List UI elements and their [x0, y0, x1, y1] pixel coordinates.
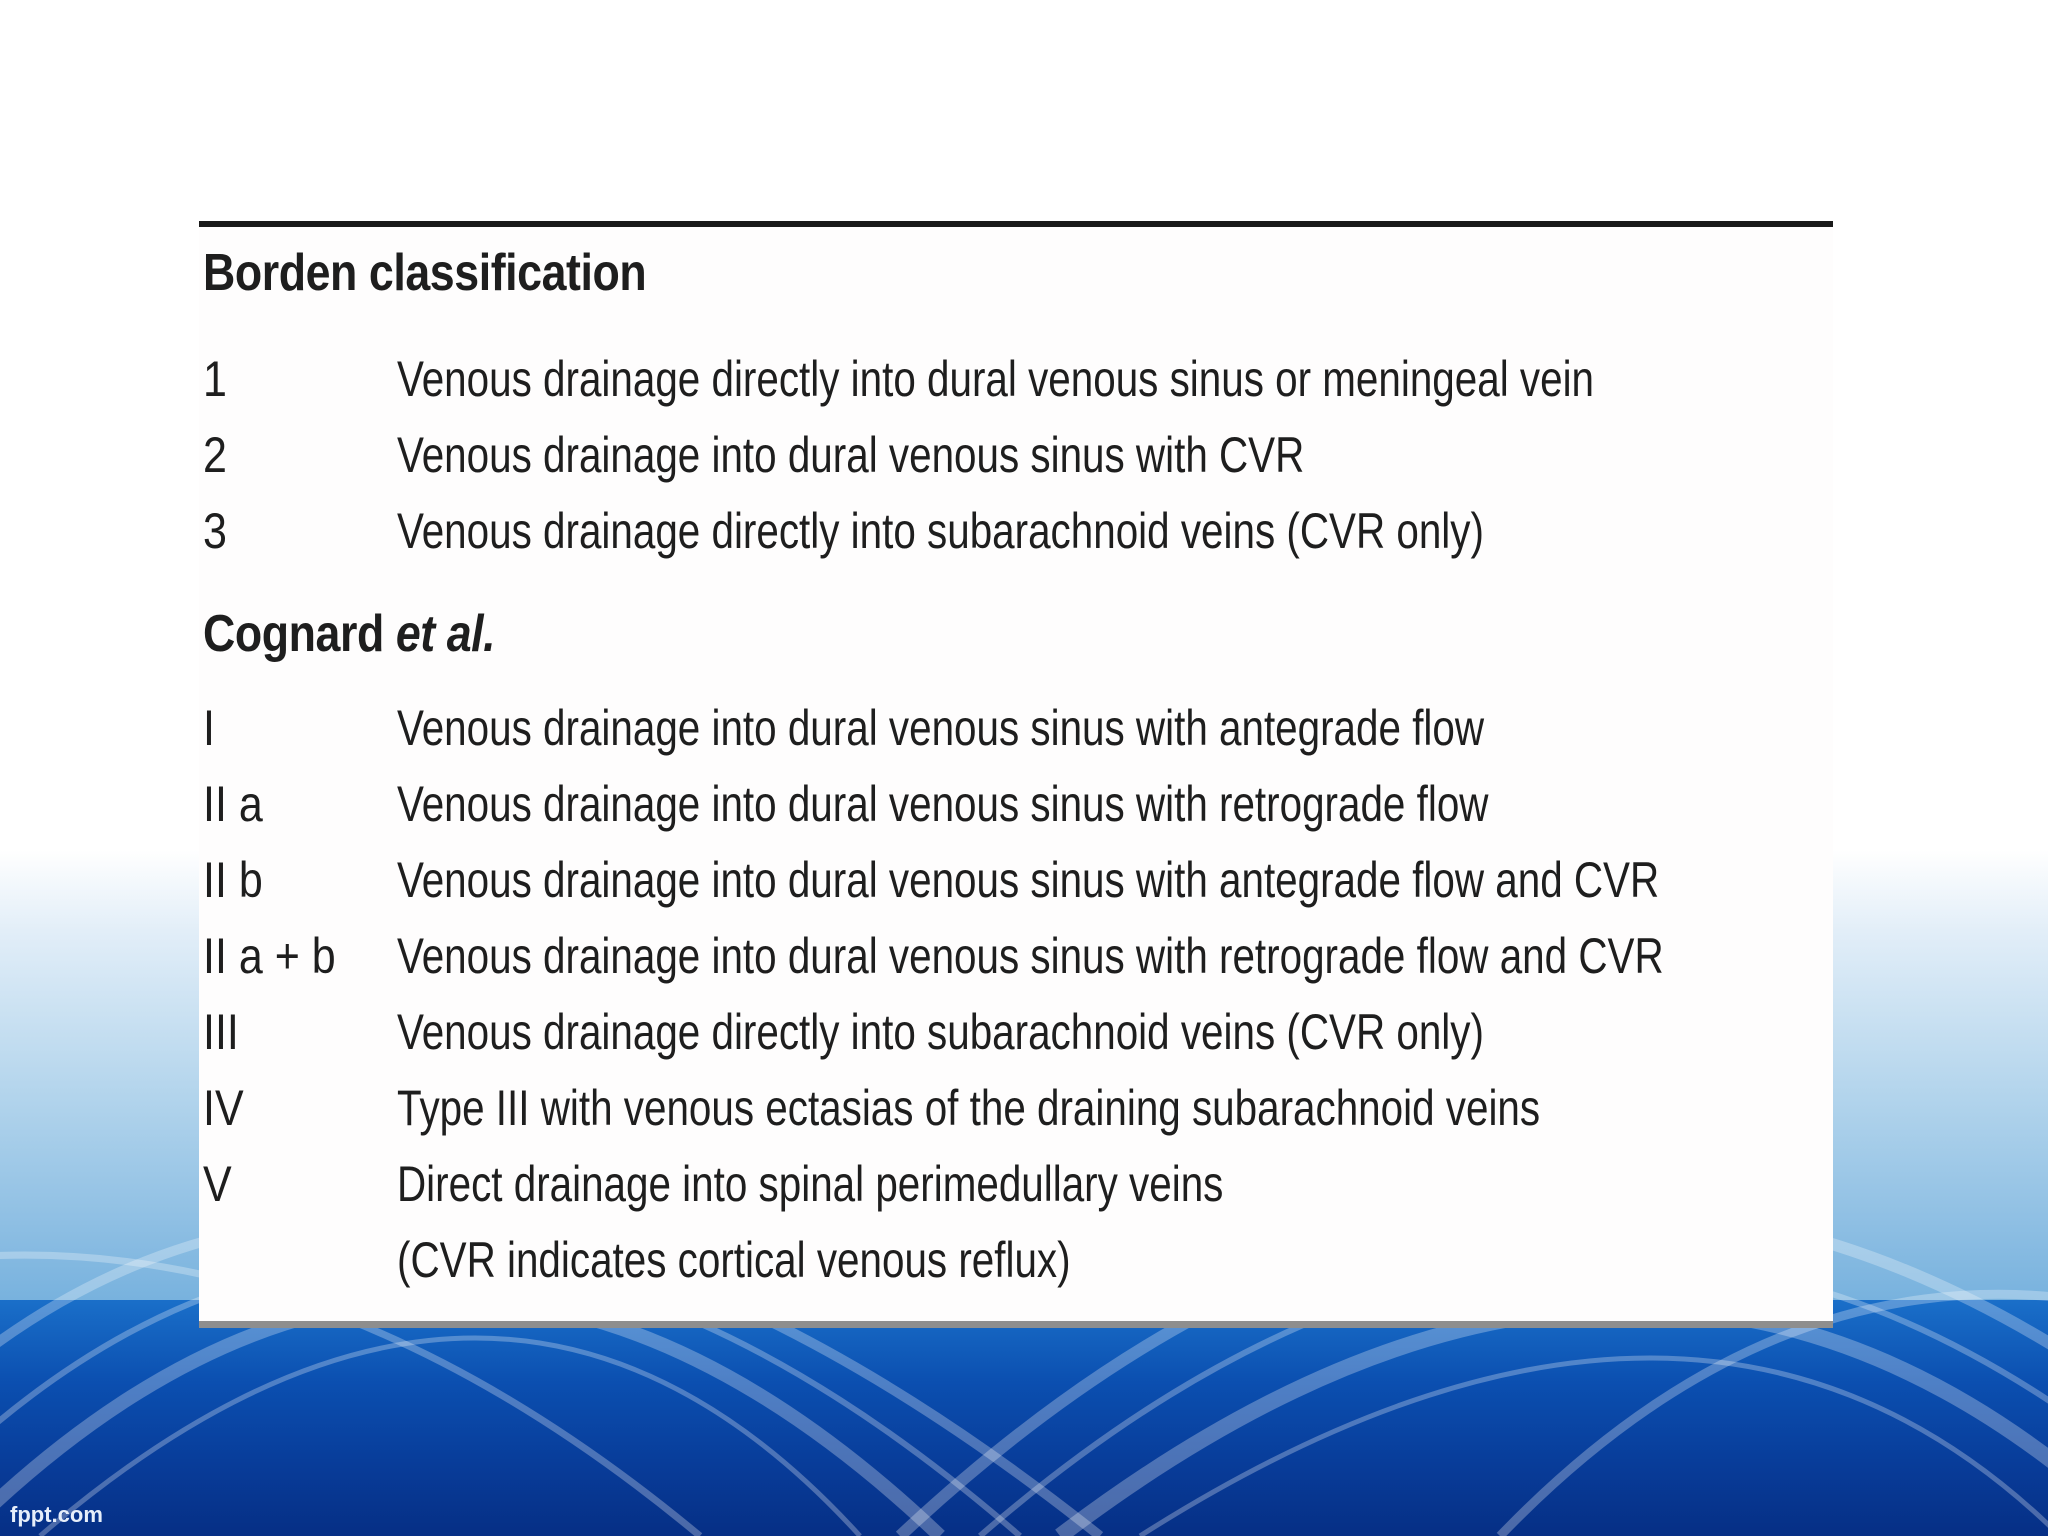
- cognard-title: [203, 604, 495, 664]
- classification-table: [199, 221, 1833, 1328]
- row-description: Venous drainage into dural venous sinus with antegrade flow and CVR: [397, 852, 1660, 908]
- row-code: III: [203, 1004, 239, 1060]
- table-row: [199, 1079, 1833, 1155]
- row-code: V: [203, 1156, 232, 1212]
- cognard-title-italic: et al.: [395, 605, 496, 663]
- table-row: [199, 426, 1833, 502]
- table-row: [199, 350, 1833, 426]
- row-code: II a: [203, 776, 263, 832]
- table-row: [199, 1155, 1833, 1231]
- row-description: Venous drainage directly into subarachnoid veins (CVR only): [397, 1004, 1484, 1060]
- table-row: [199, 927, 1833, 1003]
- row-description: Venous drainage directly into subarachnoid veins (CVR only): [397, 503, 1484, 559]
- row-code: II b: [203, 852, 263, 908]
- table-row: [199, 699, 1833, 775]
- row-description: Type III with venous ectasias of the draining subarachnoid veins: [397, 1080, 1541, 1136]
- row-description: Venous drainage into dural venous sinus with retrograde flow and CVR: [397, 928, 1664, 984]
- row-description: Venous drainage into dural venous sinus with retrograde flow: [397, 776, 1489, 832]
- row-description: Venous drainage into dural venous sinus with CVR: [397, 427, 1305, 483]
- watermark: fppt.com: [10, 1502, 103, 1527]
- footnote-row: [199, 1231, 1833, 1307]
- table-row: [199, 851, 1833, 927]
- row-description: Venous drainage directly into dural venous sinus or meningeal vein: [397, 351, 1595, 407]
- table-row: [199, 502, 1833, 578]
- cognard-title-main: Cognard: [203, 605, 396, 663]
- row-code: 2: [203, 427, 227, 483]
- row-code: 3: [203, 503, 227, 559]
- row-code: 1: [203, 351, 227, 407]
- row-description: Direct drainage into spinal perimedullary veins: [397, 1156, 1224, 1212]
- borden-title: Borden classification: [203, 244, 647, 302]
- table-row: [199, 775, 1833, 851]
- row-code: II a + b: [203, 928, 336, 984]
- footnote: (CVR indicates cortical venous reflux): [397, 1232, 1071, 1288]
- row-code: I: [203, 700, 215, 756]
- row-description: Venous drainage into dural venous sinus with antegrade flow: [397, 700, 1485, 756]
- table-row: [199, 1003, 1833, 1079]
- row-code: IV: [203, 1080, 244, 1136]
